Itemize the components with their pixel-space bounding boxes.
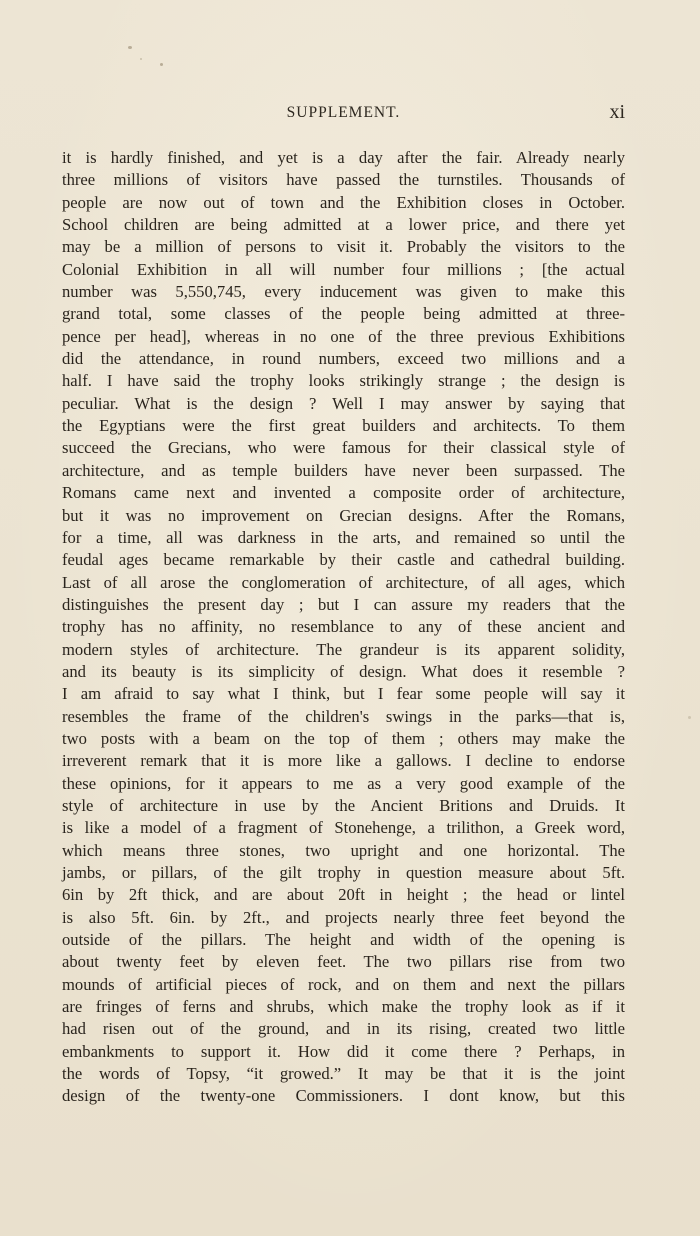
text-line: jambs, or pillars, of the gilt trophy in question measure about 5ft. [62,863,625,882]
text-line: had risen out of the ground, and in its rising, created two little [62,1019,625,1039]
paper-speck [128,46,132,49]
text-line: the Egyptians were the first great builders and architects. To them [62,416,625,436]
text-line: peculiar. What is the design ? Well I may answer by saying that [62,393,625,413]
text-line: 6in by 2ft thick, and are about 20ft in height ; the head or lintel [62,885,625,905]
page-number: xi [609,101,625,123]
text-line: outside of the pillars. The height and width of the opening is [62,930,625,950]
paper-speck [140,58,142,60]
text-line: Last of all arose the conglomeration of architecture, of all ages, which [62,572,625,592]
text-line: distinguishes the present day ; but I can assure my readers that the [62,594,625,614]
text-line: did the attendance, in round numbers, exceed two millions and a [62,349,625,369]
text-line: for a time, all was darkness in the arts, and remained so until the [62,527,625,547]
text-line: half. I have said the trophy looks strikingly strange ; the design is [62,371,625,391]
text-line: succeed the Grecians, who were famous for their classical style of [62,438,625,458]
text-line: is like a model of a fragment of Stonehenge, a trilithon, a Greek word, [62,818,625,838]
text-line: about twenty feet by eleven feet. The two pillars rise from two [62,952,625,972]
text-line: embankments to support it. How did it come there ? Perhaps, in [62,1041,625,1061]
text-line: trophy has no affinity, no resemblance to any of these ancient and [62,617,625,637]
text-line: are fringes of ferns and shrubs, which make the trophy look as if it [62,997,625,1017]
text-line: which means three stones, two upright and one horizontal. The [62,840,625,860]
paper-speck [688,716,691,719]
text-line: I am afraid to say what I think, but I fear some people will say it [62,684,625,704]
text-line: it is hardly finished, and yet is a day after the fair. Already nearly [62,148,625,167]
text-line: the words of Topsy, “it growed.” It may be that it is the joint [62,1064,625,1084]
text-line: modern styles of architecture. The grandeur is its apparent solidity, [62,639,625,659]
text-line: design of the twenty-one Commissioners. I dont know, but this [62,1086,625,1106]
text-line: mounds of artificial pieces of rock, and on them and next the pillars [62,974,625,994]
text-line: Colonial Exhibition in all will number four millions ; [the actual [62,259,625,279]
text-line: resembles the frame of the children's swings in the parks—that is, [62,706,625,726]
page-header [62,101,625,128]
text-line: these opinions, for it appears to me as a very good example of the [62,773,625,793]
paper-speck [160,63,163,66]
text-line: School children are being admitted at a lower price, and there yet [62,215,625,235]
text-line: three millions of visitors have passed the turnstiles. Thousands of [62,170,625,190]
text-line: number was 5,550,745, every inducement was given to make this [62,282,625,302]
text-line: pence per head], whereas in no one of the three previous Exhibitions [62,326,625,346]
text-line: irreverent remark that it is more like a gallows. I decline to endorse [62,751,625,771]
text-line: people are now out of town and the Exhibition closes in October. [62,192,625,212]
text-line: grand total, some classes of the people being admitted at three- [62,304,625,324]
text-line: Romans came next and invented a composite order of architecture, [62,483,625,503]
running-title: SUPPLEMENT. [286,104,401,121]
text-line: feudal ages became remarkable by their castle and cathedral building. [62,550,625,570]
text-line: but it was no improvement on Grecian designs. After the Romans, [62,505,625,525]
text-line: architecture, and as temple builders have never been surpassed. The [62,460,625,480]
text-line: two posts with a beam on the top of them ; others may make the [62,728,625,748]
text-line: style of architecture in use by the Ancient Britions and Druids. It [62,795,625,815]
text-line: and its beauty is its simplicity of design. What does it resemble ? [62,661,625,681]
text-line: may be a million of persons to visit it. Probably the visitors to the [62,237,625,257]
text-line: is also 5ft. 6in. by 2ft., and projects nearly three feet beyond the [62,907,625,927]
body-text [62,147,625,1108]
